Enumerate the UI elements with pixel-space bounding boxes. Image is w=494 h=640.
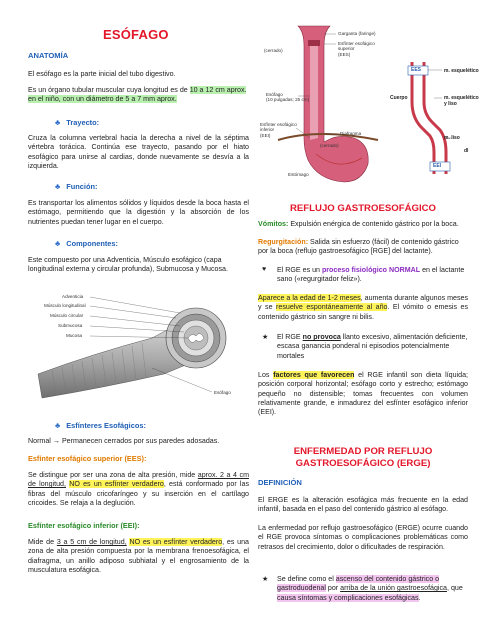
funcion-heading: ♣ Función: — [55, 182, 98, 191]
longitud-text: Es un órgano tubular muscular cuya longitud es de 10 a 12 cm aprox. en el niño, con un diámetro de 5 a 7 mm aprox. — [28, 86, 247, 104]
heart-bullet-icon: ♥ — [262, 266, 267, 273]
label-m-esqueletico-2: m. esquelético y liso — [444, 95, 479, 107]
label-garganta: Garganta (faringe) — [338, 31, 376, 36]
anatomia-heading: ANATOMÍA — [28, 51, 69, 60]
label-diafragma: Diafragma — [340, 131, 362, 136]
intro-text: El esófago es la parte inicial del tubo digestivo. — [28, 70, 176, 78]
eei-heading: Esfínter esofágico inferior (EEI): — [28, 521, 140, 530]
club-bullet-icon: ♣ — [55, 118, 61, 127]
label-ees: Esfínter esofágico superior (EES) — [338, 41, 375, 57]
club-bullet-icon: ♣ — [55, 421, 61, 430]
ees-heading: Esfínter esofágico superior (EES): — [28, 454, 147, 463]
esfinteres-heading: ♣ Esfínteres Esofágicos: — [55, 421, 146, 430]
label-eei: Esfínter esofágico inferior (EEI) — [260, 122, 297, 138]
label-esofago-fig: Esófago (10 pulgadas; 25 cm) — [266, 92, 310, 103]
definicion-heading: DEFINICIÓN — [258, 478, 302, 487]
ees-text: Se distingue por ser una zona de alta presión, mide aprox. 2 a 4 cm de longitud, NO es un esfínter verdadero, está conformado por las fibras del músculo cricofaríngeo y su inserción en el cartílago cricoides. Se relaja a la deglución. — [28, 471, 249, 507]
normal-text: Normal → Permanecen cerrados por sus paredes adosadas. — [28, 437, 220, 445]
eei-text: Mide de 3 a 5 cm de longitud, NO es un esfínter verdadero, es una zona de alta presión compuesta por la membrana frenoesofágica, el diafragma, un anillo adiposo subhiatal y el engrosamiento de la musculatura esofágica. — [28, 538, 249, 574]
label-esofago: Esófago — [214, 390, 231, 395]
componentes-heading: ♣ Componentes: — [55, 239, 118, 248]
club-bullet-icon: ♣ — [55, 239, 61, 248]
club-bullet-icon: ♣ — [55, 182, 61, 191]
trayecto-text: Cruza la columna vertebral hacia la derecha a nivel de la séptima vértebra torácica. Continúa ese trayecto, pasando por el hiato esofágico para unirse al cardias, donde nuevamente se desvía a la izquierda. — [28, 134, 249, 170]
label-dl: dl — [464, 148, 469, 154]
esophagus-anatomy-figure — [258, 22, 479, 190]
label-m-liso: m. liso — [444, 135, 460, 141]
label-mucosa: Mucosa — [66, 333, 83, 338]
label-m-esqueletico-1: m. esquelético — [444, 68, 479, 74]
trayecto-heading: ♣ Trayecto: — [55, 118, 100, 127]
def2-text: La enfermedad por reflujo gastroesofágico (ERGE) ocurre cuando el RGE provoca síntomas o complicaciones problemáticas como retrasos del crecimiento, dolor o dificultades de respiración. — [258, 524, 468, 551]
aparece-text: Aparece a la edad de 1-2 meses, aumenta durante algunos meses y se resuelve espontáneamente al año. El vómito o emesis es contenido gástrico sin sangre ni bilis. — [258, 294, 468, 321]
arrow-right-icon: → — [52, 437, 60, 445]
regurgitacion-text: Regurgitación: Salida sin esfuerzo (fácil) de contenido gástrico por la boca (reflujo gastroesofágico [RGE] del lactante). — [258, 238, 459, 256]
rge-heading: REFLUJO GASTROESOFÁGICO — [289, 203, 437, 214]
label-cuerpo: Cuerpo — [390, 95, 408, 101]
label-musculo-longitudinal: Músculo longitudinal — [44, 303, 86, 308]
label-adventicia: Adventicia — [62, 294, 84, 299]
rge-normal-text: El RGE es un proceso fisiológico NORMAL en el lactante sano («regurgitador feliz»). — [277, 266, 465, 284]
star-bullet-icon: ★ — [262, 334, 269, 341]
page-title: ESÓFAGO — [103, 27, 169, 42]
se-define-text: Se define como el ascenso del contenido gástrico o gastroduodenal por arriba de la unión gastroesofágica, que causa síntomas y complicaciones esofágicas. — [277, 575, 463, 602]
label-ees-box: EES — [411, 67, 422, 73]
label-eei-box: EEI — [433, 163, 442, 169]
esophagus-layers-figure — [32, 288, 247, 404]
star-bullet-icon: ★ — [262, 576, 269, 583]
label-cerrado-2: (cerrado) — [320, 143, 339, 148]
erge-heading: ENFERMEDAD POR REFLUJO GASTROESOFÁGICO (ERGE) — [293, 446, 433, 469]
label-musculo-circular: Músculo circular — [50, 313, 84, 318]
componentes-text: Este compuesto por una Adventicia, Músculo esofágico (capa longitudinal externa y circular profunda), Submucosa y Mucosa. — [28, 256, 228, 274]
factores-text: Los factores que favorecen el RGE infantil son dieta líquida; posición corporal horizontal; esófago corto y estrecho; estómago pequeño no distensible; tomas frecuentes con volumen relativamente grande, e inmadurez del esfínter esofágico inferior (EEI). — [258, 371, 468, 417]
label-estomago: Estómago — [288, 172, 309, 177]
no-provoca-text: El RGE no provoca llanto excesivo, alimentación deficiente, escasa ganancia ponderal ni episodios potencialmente mortales — [277, 333, 468, 360]
funcion-text: Es transportar los alimentos sólidos y líquidos desde la boca hasta el estómago, permitiendo que la digestión y la absorción de los nutrientes puedan tener lugar en el cuerpo. — [28, 199, 249, 226]
label-submucosa: Submucosa — [58, 323, 83, 328]
label-cerrado-1: (cerrado) — [264, 48, 283, 53]
def1-text: El ERGE es la alteración esofágica más frecuente en la edad infantil, basada en el paso del contenido gástrico al esófago. — [258, 496, 468, 514]
vomitos-text: Vómitos: Expulsión enérgica de contenido gástrico por la boca. — [258, 220, 459, 228]
